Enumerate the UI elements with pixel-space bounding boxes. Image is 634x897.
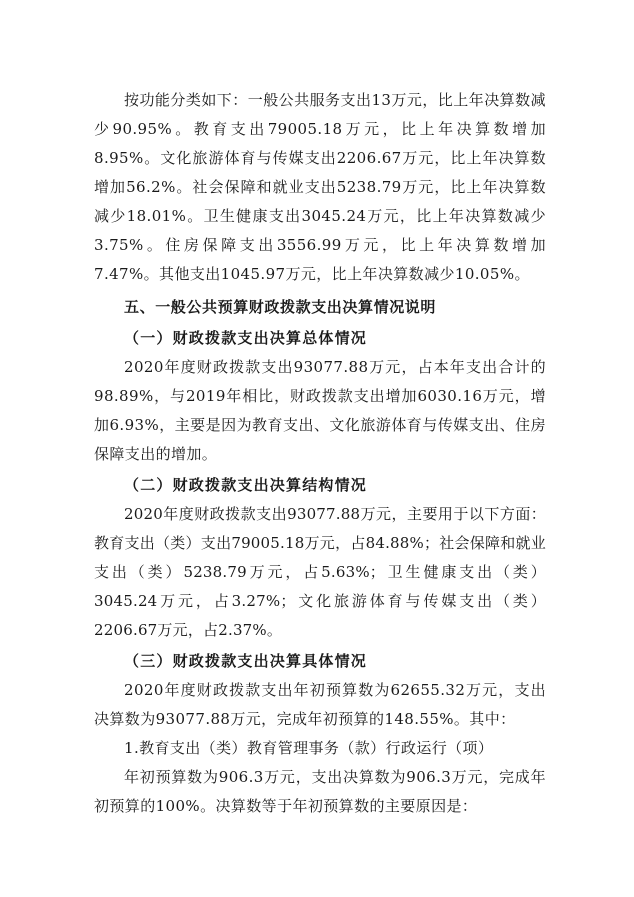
subsection-two-paragraph: 2020年度财政拨款支出93077.88万元，主要用于以下方面：教育支出（类）支出79005.18万元，占84.88%；社会保障和就业支出（类）5238.79万元，占5.63%；卫生健康支出（类）3045.24万元，占3.27%；文化旅游体育与传媒支出（类）2206.67万元，占2.37%。 xyxy=(94,505,546,639)
subsection-one-paragraph: 2020年度财政拨款支出93077.88万元，占本年支出合计的98.89%，与2019年相比，财政拨款支出增加6030.16万元，增加6.93%，主要是因为教育支出、文化旅游体育与传媒支出、住房保障支出的增加。 xyxy=(94,358,546,463)
document-page xyxy=(94,86,546,821)
subsection-two-heading: （二）财政拨款支出决算结构情况 xyxy=(124,476,368,494)
subsection-one-heading: （一）财政拨款支出决算总体情况 xyxy=(124,329,368,347)
subsection-three-paragraph: 2020年度财政拨款支出年初预算数为62655.32万元，支出决算数为93077.88万元，完成年初预算的148.55%。其中： xyxy=(94,681,546,728)
item-one-title: 1.教育支出（类）教育管理事务（款）行政运行（项） xyxy=(124,739,494,757)
subsection-three-heading: （三）财政拨款支出决算具体情况 xyxy=(124,652,368,670)
item-one-paragraph: 年初预算数为906.3万元，支出决算数为906.3万元，完成年初预算的100%。决算数等于年初预算数的主要原因是： xyxy=(94,768,546,815)
section-five-heading: 五、一般公共预算财政拨款支出决算情况说明 xyxy=(124,298,437,316)
functional-classification-paragraph: 按功能分类如下：一般公共服务支出13万元，比上年决算数减少90.95%。教育支出79005.18万元，比上年决算数增加8.95%。文化旅游体育与传媒支出2206.67万元，比上年决算数增加56.2%。社会保障和就业支出5238.79万元，比上年决算数减少18.01%。卫生健康支出3045.24万元，比上年决算数减少3.75%。住房保障支出3556.99万元，比上年决算数增加7.47%。其他支出1045.97万元，比上年决算数减少10.05%。 xyxy=(94,91,546,283)
